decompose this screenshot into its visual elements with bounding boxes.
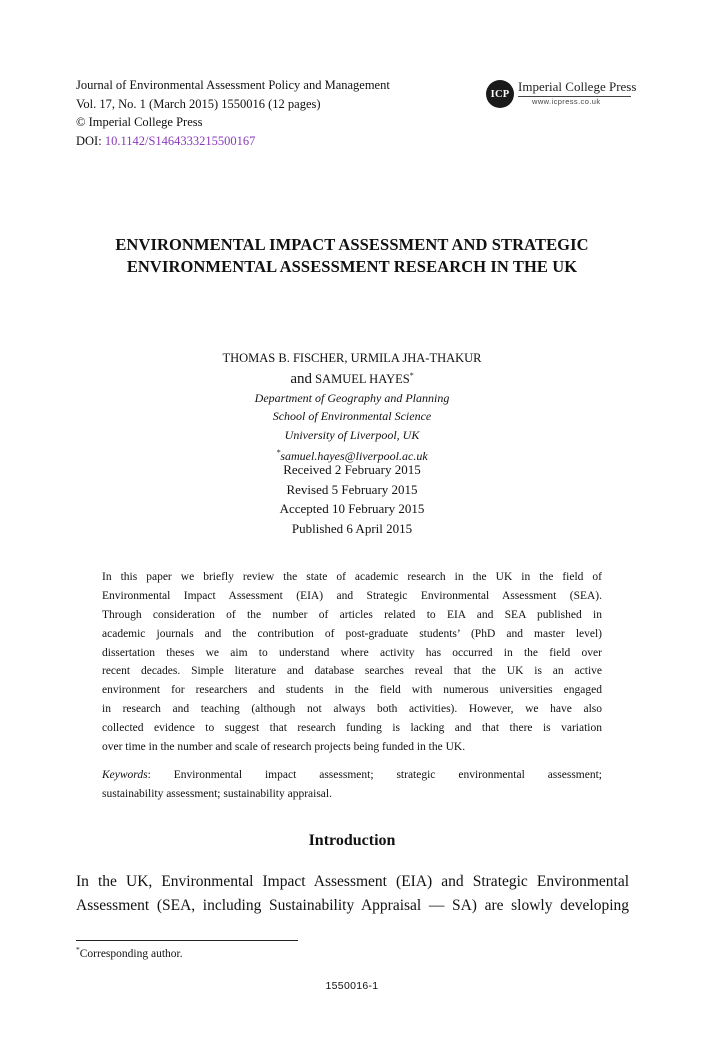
publisher-logo: [486, 79, 637, 109]
footnote-text: Corresponding author.: [79, 947, 183, 960]
date-received: Received 2 February 2015: [283, 462, 421, 477]
abstract-line: In this paper we briefly review the state of academic research in the UK in the field of: [102, 571, 602, 583]
affiliation-school: School of Environmental Science: [272, 409, 432, 423]
abstract-line: dissertation theses we aim to understand where activity has occurred in the field over: [102, 646, 602, 659]
abstract: [102, 568, 602, 757]
introduction-body: [76, 870, 629, 918]
publisher-url: www.icpress.co.uk: [532, 97, 601, 106]
author-last: SAMUEL HAYES: [315, 372, 410, 387]
footnote-marker: *: [76, 945, 80, 954]
keywords: [102, 766, 602, 804]
icp-logo-icon: ICP: [486, 80, 514, 108]
keywords-line-1: [102, 766, 602, 785]
title-line: ENVIRONMENTAL ASSESSMENT RESEARCH IN THE UK: [126, 257, 578, 276]
footnote: [76, 945, 183, 960]
abstract-line: over time in the number and scale of research projects being funded in the UK.: [102, 741, 466, 754]
abstract-line: in research and teaching (although not always both activities). However, we have also: [102, 703, 602, 716]
abstract-line: collected evidence to suggest that research funding is lacking and that there is variation: [102, 722, 602, 735]
abstract-line: Environmental Impact Assessment (EIA) and Strategic Environmental Assessment (SEA).: [102, 589, 602, 602]
title-line: ENVIRONMENTAL IMPACT ASSESSMENT AND STRATEGIC: [115, 235, 589, 254]
footnote-divider: [76, 940, 298, 941]
authors-and: and: [290, 371, 312, 388]
corresponding-marker: *: [409, 371, 414, 380]
journal-name: Journal of Environmental Assessment Policy and Management: [76, 78, 390, 92]
journal-info: [76, 76, 390, 150]
date-revised: Revised 5 February 2015: [286, 481, 418, 497]
affiliation-department: Department of Geography and Planning: [254, 390, 450, 405]
doi-label: DOI:: [76, 133, 102, 148]
keywords-label: Keywords: [102, 769, 148, 781]
journal-volume: Vol. 17, No. 1 (March 2015) 1550016 (12 pages): [76, 96, 321, 111]
dates: [0, 460, 704, 538]
abstract-line: recent decades. Simple literature and database searches reveal that the UK is an active: [102, 665, 602, 678]
date-published: Published 6 April 2015: [291, 520, 413, 536]
body-line: Assessment (SEA, including Sustainability Appraisal — SA) are slowly developing: [76, 897, 629, 914]
journal-copyright: © Imperial College Press: [76, 115, 203, 129]
publisher-name: Imperial College Press: [518, 79, 637, 94]
section-heading-introduction: Introduction: [308, 832, 396, 849]
email-marker: *: [276, 448, 281, 457]
abstract-line: environment for researchers and students in the field with numerous universities engaged: [102, 684, 602, 697]
email-address[interactable]: samuel.hayes@liverpool.ac.uk: [280, 449, 428, 463]
affiliation-university: University of Liverpool, UK: [284, 427, 420, 442]
page-number: 1550016-1: [325, 980, 379, 992]
authors-line-1: THOMAS B. FISCHER, URMILA JHA-THAKUR: [222, 351, 482, 365]
abstract-line: Through consideration of the number of articles related to EIA and SEA published in: [102, 608, 602, 621]
body-line: In the UK, Environmental Impact Assessment (EIA) and Strategic Environmental: [76, 873, 629, 890]
paper-title: [0, 234, 704, 278]
abstract-line: academic journals and the contribution of post-graduate students’ (PhD and master level): [102, 627, 602, 640]
affiliation: [0, 370, 704, 466]
journal-doi: [76, 132, 390, 151]
keywords-text-1: : Environmental impact assessment; strategic environmental assessment;: [147, 769, 602, 781]
date-accepted: Accepted 10 February 2015: [279, 501, 425, 516]
doi-link[interactable]: 10.1142/S1464333215500167: [104, 133, 256, 148]
keywords-text-2: sustainability assessment; sustainability appraisal.: [102, 787, 332, 800]
